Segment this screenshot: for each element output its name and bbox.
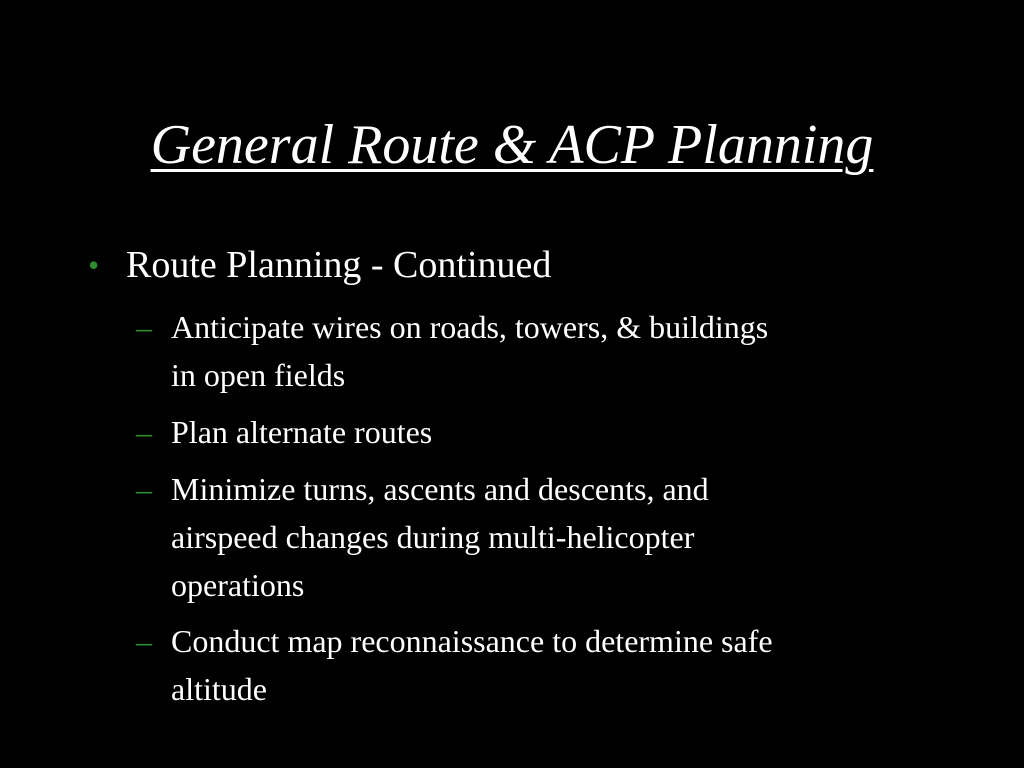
bullet-text: Route Planning - Continued xyxy=(126,244,552,286)
sub-bullet-text xyxy=(171,408,931,456)
sub-bullet-line: airspeed changes during multi-helicopter xyxy=(171,519,695,555)
sub-bullet-marker: – xyxy=(136,414,152,450)
bullet-marker: • xyxy=(88,247,100,283)
sub-bullet-line: Anticipate wires on roads, towers, & buildings xyxy=(171,309,769,345)
sub-bullet-line: Plan alternate routes xyxy=(171,414,433,450)
sub-bullet-marker: – xyxy=(136,309,152,345)
sub-bullet-marker: – xyxy=(136,623,152,659)
sub-bullet-marker: – xyxy=(136,471,152,507)
slide-title-text: General Route & ACP Planning xyxy=(150,114,874,176)
sub-bullet-text xyxy=(171,465,931,609)
sub-bullet-line: Conduct map reconnaissance to determine safe xyxy=(171,623,773,659)
sub-bullet-line: altitude xyxy=(171,671,267,707)
sub-bullet-line: operations xyxy=(171,567,305,603)
sub-bullet-text xyxy=(171,617,931,713)
sub-bullet-text xyxy=(171,303,931,399)
sub-bullet-line: in open fields xyxy=(171,357,346,393)
sub-bullet-line: Minimize turns, ascents and descents, and xyxy=(171,471,709,507)
